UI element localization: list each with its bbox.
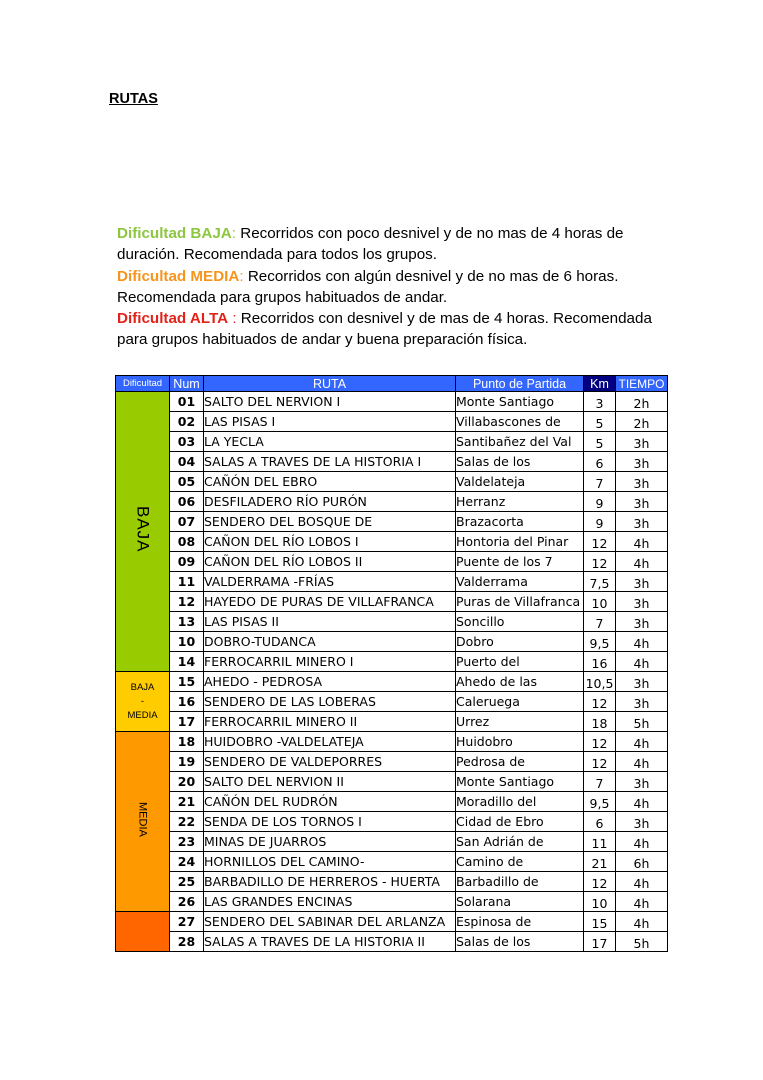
table-row: [116, 852, 668, 872]
route-name: SENDA DE LOS TORNOS I: [204, 812, 456, 832]
route-km: 6: [584, 452, 616, 472]
route-time: 3h: [616, 452, 668, 472]
route-km: 18: [584, 712, 616, 732]
route-time: 3h: [616, 772, 668, 792]
table-row: [116, 732, 668, 752]
table-row: [116, 472, 668, 492]
route-num: 06: [170, 492, 204, 512]
route-time: 4h: [616, 732, 668, 752]
routes-body: [116, 392, 668, 952]
group-baja-media-label: [116, 681, 169, 723]
route-num: 22: [170, 812, 204, 832]
route-start: Salas de los: [456, 932, 584, 952]
page-title: RUTAS: [109, 91, 158, 107]
legend-media-label: Dificultad MEDIA: [117, 267, 240, 285]
route-start: Monte Santiago: [456, 772, 584, 792]
route-km: 3: [584, 392, 616, 412]
route-start: Barbadillo de: [456, 872, 584, 892]
legend-alta: [117, 308, 657, 351]
group-bm-line3: MEDIA: [127, 709, 158, 721]
route-start: Caleruega: [456, 692, 584, 712]
route-time: 4h: [616, 752, 668, 772]
route-num: 01: [170, 392, 204, 412]
table-row: [116, 892, 668, 912]
route-name: CAÑON DEL RÍO LOBOS I: [204, 532, 456, 552]
header-dificultad: Dificultad: [116, 376, 170, 392]
route-start: Valdelateja: [456, 472, 584, 492]
header-km: Km: [584, 376, 616, 392]
legend-baja-text: Recorridos con poco desnivel y de no mas de 4 horas de duración. Recomendada para todos los grupos.: [117, 225, 624, 264]
route-num: 18: [170, 732, 204, 752]
route-time: 3h: [616, 812, 668, 832]
route-start: Valderrama: [456, 572, 584, 592]
route-time: 4h: [616, 532, 668, 552]
route-name: SENDERO DE LAS LOBERAS: [204, 692, 456, 712]
table-row: [116, 792, 668, 812]
route-km: 7,5: [584, 572, 616, 592]
route-km: 15: [584, 912, 616, 932]
route-km: 7: [584, 472, 616, 492]
route-km: 10: [584, 892, 616, 912]
table-row: [116, 912, 668, 932]
route-name: LAS PISAS II: [204, 612, 456, 632]
route-num: 09: [170, 552, 204, 572]
route-name: AHEDO - PEDROSA: [204, 672, 456, 692]
route-start: Dobro: [456, 632, 584, 652]
table-row: [116, 432, 668, 452]
route-km: 17: [584, 932, 616, 952]
route-start: Pedrosa de: [456, 752, 584, 772]
route-num: 04: [170, 452, 204, 472]
table-row: [116, 412, 668, 432]
routes-table: [115, 375, 668, 952]
route-start: Urrez: [456, 712, 584, 732]
group-bm-line2: -: [140, 695, 145, 707]
route-num: 17: [170, 712, 204, 732]
route-num: 15: [170, 672, 204, 692]
header-num: Num: [170, 376, 204, 392]
route-start: Herranz: [456, 492, 584, 512]
route-time: 6h: [616, 852, 668, 872]
route-name: HAYEDO DE PURAS DE VILLAFRANCA: [204, 592, 456, 612]
route-start: Santibañez del Val: [456, 432, 584, 452]
group-media: [116, 732, 170, 912]
route-num: 19: [170, 752, 204, 772]
legend-media-sep: :: [239, 267, 244, 285]
route-start: Salas de los: [456, 452, 584, 472]
table-row: [116, 932, 668, 952]
route-time: 4h: [616, 632, 668, 652]
route-name: SENDERO DEL SABINAR DEL ARLANZA: [204, 912, 456, 932]
route-num: 23: [170, 832, 204, 852]
route-km: 12: [584, 732, 616, 752]
header-ruta: RUTA: [204, 376, 456, 392]
route-name: BARBADILLO DE HERREROS - HUERTA: [204, 872, 456, 892]
route-time: 4h: [616, 652, 668, 672]
route-start: Hontoria del Pinar: [456, 532, 584, 552]
route-name: DESFILADERO RÍO PURÓN: [204, 492, 456, 512]
table-row: [116, 552, 668, 572]
route-num: 12: [170, 592, 204, 612]
route-start: Ahedo de las: [456, 672, 584, 692]
table-row: [116, 532, 668, 552]
group-baja-label: BAJA: [133, 506, 153, 553]
route-km: 6: [584, 812, 616, 832]
route-start: Monte Santiago: [456, 392, 584, 412]
difficulty-legend: [117, 223, 657, 351]
legend-baja-label: Dificultad BAJA: [117, 225, 232, 242]
route-name: SALTO DEL NERVION I: [204, 392, 456, 412]
route-time: 4h: [616, 832, 668, 852]
table-row: [116, 572, 668, 592]
table-row: [116, 632, 668, 652]
route-num: 21: [170, 792, 204, 812]
route-start: Soncillo: [456, 612, 584, 632]
table-row: [116, 672, 668, 692]
header-tiempo: TIEMPO: [616, 376, 668, 392]
legend-alta-sep: :: [228, 310, 237, 328]
route-num: 16: [170, 692, 204, 712]
route-time: 4h: [616, 552, 668, 572]
route-time: 2h: [616, 392, 668, 412]
table-header-row: [116, 376, 668, 392]
route-name: FERROCARRIL MINERO II: [204, 712, 456, 732]
route-km: 7: [584, 772, 616, 792]
legend-media: [117, 266, 657, 309]
route-start: Puente de los 7: [456, 552, 584, 572]
table-row: [116, 492, 668, 512]
group-media-label: MEDIA: [136, 802, 149, 837]
route-start: Solarana: [456, 892, 584, 912]
route-start: San Adrián de: [456, 832, 584, 852]
group-baja: [116, 392, 170, 672]
route-name: SALAS A TRAVES DE LA HISTORIA II: [204, 932, 456, 952]
route-name: HORNILLOS DEL CAMINO-: [204, 852, 456, 872]
route-num: 24: [170, 852, 204, 872]
route-num: 10: [170, 632, 204, 652]
route-name: CAÑÓN DEL RUDRÓN: [204, 792, 456, 812]
group-bm-line1: BAJA: [130, 681, 155, 693]
route-time: 4h: [616, 792, 668, 812]
route-name: LAS PISAS I: [204, 412, 456, 432]
route-start: Cidad de Ebro: [456, 812, 584, 832]
route-km: 5: [584, 412, 616, 432]
route-km: 12: [584, 532, 616, 552]
route-time: 3h: [616, 672, 668, 692]
table-row: [116, 592, 668, 612]
table-row: [116, 812, 668, 832]
route-name: SALTO DEL NERVION II: [204, 772, 456, 792]
route-num: 08: [170, 532, 204, 552]
route-km: 11: [584, 832, 616, 852]
route-start: Camino de: [456, 852, 584, 872]
route-start: Espinosa de: [456, 912, 584, 932]
route-num: 27: [170, 912, 204, 932]
route-name: FERROCARRIL MINERO I: [204, 652, 456, 672]
route-name: CAÑON DEL RÍO LOBOS II: [204, 552, 456, 572]
table-row: [116, 512, 668, 532]
route-num: 02: [170, 412, 204, 432]
legend-baja-sep: :: [231, 225, 236, 242]
route-km: 9,5: [584, 792, 616, 812]
route-km: 16: [584, 652, 616, 672]
route-time: 3h: [616, 512, 668, 532]
route-time: 3h: [616, 692, 668, 712]
route-km: 12: [584, 552, 616, 572]
route-time: 4h: [616, 912, 668, 932]
route-time: 3h: [616, 592, 668, 612]
route-num: 26: [170, 892, 204, 912]
route-name: HUIDOBRO -VALDELATEJA: [204, 732, 456, 752]
table-row: [116, 872, 668, 892]
table-row: [116, 692, 668, 712]
route-name: SENDERO DEL BOSQUE DE: [204, 512, 456, 532]
legend-alta-label: Dificultad ALTA: [117, 310, 229, 328]
legend-media-text: Recorridos con algún desnivel y de no mas de 6 horas. Recomendada para grupos habituados de andar.: [117, 267, 619, 306]
table-row: [116, 392, 668, 412]
route-start: Villabascones de: [456, 412, 584, 432]
route-name: SALAS A TRAVES DE LA HISTORIA I: [204, 452, 456, 472]
route-name: SENDERO DE VALDEPORRES: [204, 752, 456, 772]
route-num: 03: [170, 432, 204, 452]
legend-baja: [117, 223, 657, 266]
header-punto: Punto de Partida: [456, 376, 584, 392]
route-km: 10: [584, 592, 616, 612]
table-row: [116, 772, 668, 792]
route-km: 12: [584, 752, 616, 772]
route-name: LA YECLA: [204, 432, 456, 452]
route-time: 4h: [616, 892, 668, 912]
route-km: 9: [584, 512, 616, 532]
route-num: 20: [170, 772, 204, 792]
route-km: 12: [584, 872, 616, 892]
route-km: 5: [584, 432, 616, 452]
route-num: 13: [170, 612, 204, 632]
route-km: 9: [584, 492, 616, 512]
table-row: [116, 612, 668, 632]
table-row: [116, 452, 668, 472]
route-start: Huidobro: [456, 732, 584, 752]
route-time: 5h: [616, 932, 668, 952]
route-num: 25: [170, 872, 204, 892]
route-time: 2h: [616, 412, 668, 432]
route-name: CAÑÓN DEL EBRO: [204, 472, 456, 492]
route-num: 14: [170, 652, 204, 672]
route-time: 3h: [616, 492, 668, 512]
route-time: 4h: [616, 872, 668, 892]
route-num: 11: [170, 572, 204, 592]
route-time: 5h: [616, 712, 668, 732]
route-start: Brazacorta: [456, 512, 584, 532]
route-time: 3h: [616, 612, 668, 632]
route-name: MINAS DE JUARROS: [204, 832, 456, 852]
route-start: Puras de Villafranca: [456, 592, 584, 612]
group-alta: [116, 912, 170, 952]
route-km: 9,5: [584, 632, 616, 652]
route-num: 05: [170, 472, 204, 492]
route-km: 10,5: [584, 672, 616, 692]
route-km: 7: [584, 612, 616, 632]
route-name: DOBRO-TUDANCA: [204, 632, 456, 652]
route-name: LAS GRANDES ENCINAS: [204, 892, 456, 912]
route-time: 3h: [616, 572, 668, 592]
group-baja-media: [116, 672, 170, 732]
route-time: 3h: [616, 432, 668, 452]
legend-alta-text: Recorridos con desnivel y de mas de 4 horas. Recomendada para grupos habituados de andar y buena preparación física.: [117, 310, 652, 349]
route-name: VALDERRAMA -FRÍAS: [204, 572, 456, 592]
route-start: Puerto del: [456, 652, 584, 672]
table-row: [116, 712, 668, 732]
route-num: 28: [170, 932, 204, 952]
route-start: Moradillo del: [456, 792, 584, 812]
route-time: 3h: [616, 472, 668, 492]
route-km: 12: [584, 692, 616, 712]
route-num: 07: [170, 512, 204, 532]
table-row: [116, 652, 668, 672]
table-row: [116, 832, 668, 852]
table-row: [116, 752, 668, 772]
route-km: 21: [584, 852, 616, 872]
